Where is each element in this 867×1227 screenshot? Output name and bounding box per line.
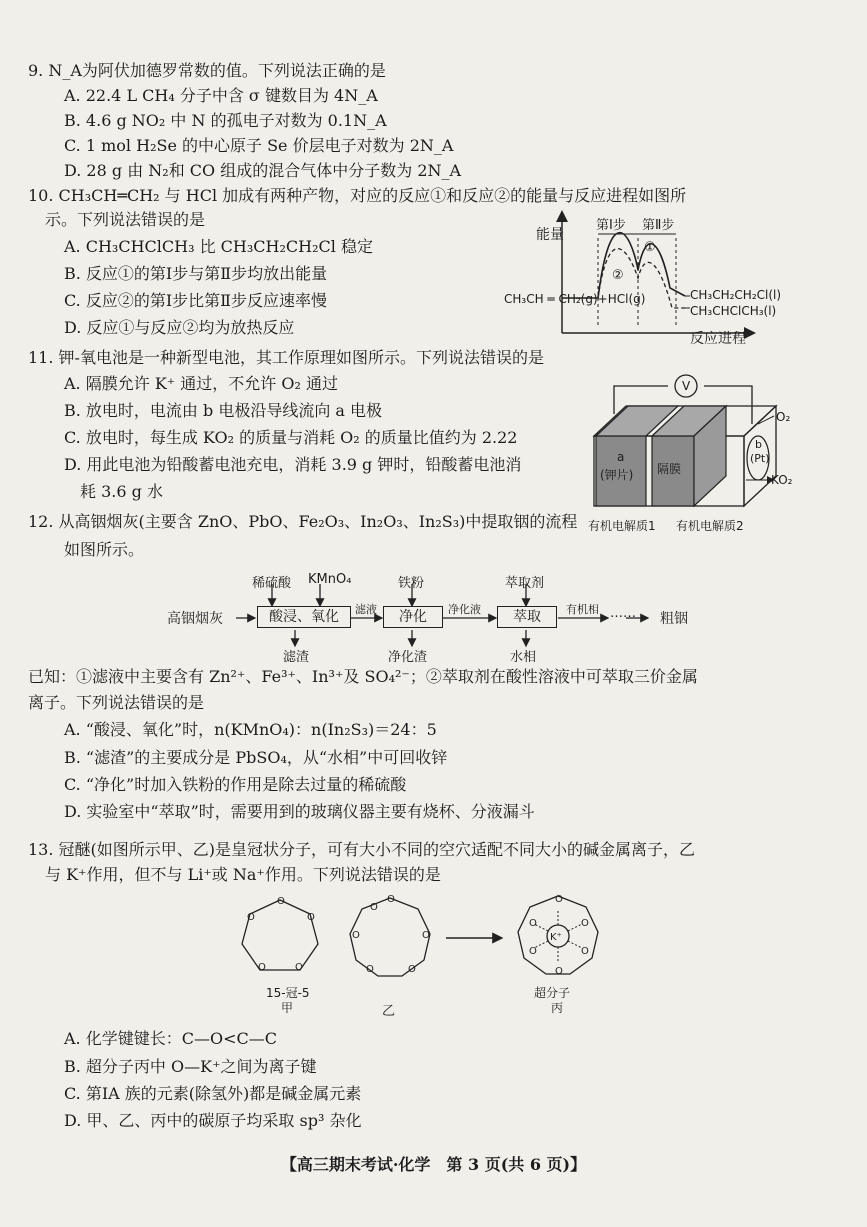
bing-name-label: 超分子 <box>534 986 571 1000</box>
page-footer: 【高三期末考试·化学 第 3 页(共 6 页)】 <box>280 1155 587 1174</box>
q11-option-a: A. 隔膜允许 K⁺ 通过，不允许 O₂ 通过 <box>64 374 339 393</box>
membrane-label: 隔膜 <box>657 462 682 476</box>
reactant-label: CH₃CH ═ CH₂(g)+HCl(g) <box>504 292 646 306</box>
potassium-ion-label: K⁺ <box>550 932 562 943</box>
reagent-iron-powder: 铁粉 <box>398 576 425 591</box>
o-atom: O <box>555 966 563 977</box>
step1-label: 第Ⅰ步 <box>596 218 626 233</box>
q9-option-b: B. 4.6 g NO₂ 中 N 的孤电子对数为 0.1N_A <box>64 111 387 130</box>
arrow-purified-liquid: 净化液 <box>448 603 481 616</box>
o-atom: O <box>581 918 589 929</box>
product-2-label: CH₃CHClCH₃(l) <box>690 304 777 318</box>
o-atom: O <box>247 912 255 923</box>
curve-reaction-1 <box>562 233 685 298</box>
o-atom: O <box>366 964 374 975</box>
q12-option-c: C. “净化”时加入铁粉的作用是除去过量的稀硫酸 <box>64 775 407 794</box>
q12-option-d: D. 实验室中“萃取”时，需要用到的玻璃仪器主要有烧杯、分液漏斗 <box>64 802 535 821</box>
jia-label: 甲 <box>281 1001 294 1015</box>
arrow-filtrate: 滤液 <box>355 603 377 616</box>
q10-option-c: C. 反应②的第Ⅰ步比第Ⅱ步反应速率慢 <box>64 291 328 310</box>
output-aqueous-phase: 水相 <box>510 650 537 665</box>
q13-stem-line1: 13. 冠醚(如图所示甲、乙)是皇冠状分子，可有大小不同的空穴适配不同大小的碱金属离子，乙 <box>28 840 696 859</box>
o-atom: O <box>387 894 395 905</box>
o-atom: O <box>258 962 266 973</box>
output-filter-residue: 滤渣 <box>283 650 310 665</box>
o-atom: O <box>529 918 537 929</box>
output-purify-residue: 净化渣 <box>388 650 428 665</box>
electrode-b-label: b <box>755 438 762 451</box>
q10-option-a: A. CH₃CHClCH₃ 比 CH₃CH₂CH₂Cl 稳定 <box>64 237 373 256</box>
energy-axis-label: 能量 <box>536 227 564 243</box>
q11-option-d-line2: 耗 3.6 g 水 <box>80 482 163 501</box>
voltmeter-label: V <box>682 379 691 393</box>
q12-known-line2: 离子。下列说法错误的是 <box>28 693 205 712</box>
step-purify: 净化 <box>383 606 443 628</box>
reagent-extractant: 萃取剂 <box>505 576 545 591</box>
q13-option-d: D. 甲、乙、丙中的碳原子均采取 sp³ 杂化 <box>64 1111 362 1130</box>
yi-label: 乙 <box>382 1004 396 1019</box>
reagent-kmno4: KMnO₄ <box>308 572 352 587</box>
step2-label: 第Ⅱ步 <box>642 218 675 233</box>
q11-option-d-line1: D. 用此电池为铅酸蓄电池充电，消耗 3.9 g 钾时，铅酸蓄电池消 <box>64 455 522 474</box>
q12-option-b: B. “滤渣”的主要成分是 PbSO₄，从“水相”中可回收锌 <box>64 748 448 767</box>
q10-stem-line2: 示。下列说法错误的是 <box>45 210 206 229</box>
o-atom: O <box>277 896 285 907</box>
reaction-2-marker: ② <box>612 268 624 283</box>
electrolyte-2-label: 有机电解质2 <box>676 519 744 533</box>
arrow-organic-phase: 有机相 <box>566 603 599 616</box>
q10-option-b: B. 反应①的第Ⅰ步与第Ⅱ步均放出能量 <box>64 264 328 283</box>
q13-option-a: A. 化学键键长：C—O<C—C <box>64 1029 277 1048</box>
o-atom: O <box>352 930 360 941</box>
q9-option-c: C. 1 mol H₂Se 的中心原子 Se 价层电子对数为 2N_A <box>64 136 454 155</box>
reagent-sulfuric-acid: 稀硫酸 <box>252 576 292 591</box>
crown-ether-yi <box>350 898 430 976</box>
crown-ether-structures <box>240 888 620 988</box>
flow-start: 高铟烟灰 <box>167 611 223 627</box>
bing-label: 丙 <box>551 1001 564 1015</box>
q11-option-b: B. 放电时，电流由 b 电极沿导线流向 a 电极 <box>64 401 383 420</box>
o-atom: O <box>408 964 416 975</box>
q9-option-a: A. 22.4 L CH₄ 分子中含 σ 键数目为 4N_A <box>64 86 378 105</box>
electrolyte-1-label: 有机电解质1 <box>588 519 656 533</box>
q11-option-c: C. 放电时，每生成 KO₂ 的质量与消耗 O₂ 的质量比值约为 2.22 <box>64 428 518 447</box>
q12-option-a: A. “酸浸、氧化”时，n(KMnO₄)：n(In₂S₃)＝24：5 <box>64 720 437 739</box>
step-extract: 萃取 <box>497 606 557 628</box>
step-acid-leach-oxidize: 酸浸、氧化 <box>257 606 351 628</box>
q9-stem: 9. N_A为阿伏加德罗常数的值。下列说法正确的是 <box>28 61 386 80</box>
electrode-a-label: a <box>617 450 625 464</box>
q10-stem-line1: 10. CH₃CH═CH₂ 与 HCl 加成有两种产物，对应的反应①和反应②的能量与反应进程如图所 <box>28 186 687 205</box>
product-1-label: CH₃CH₂CH₂Cl(l) <box>690 288 782 302</box>
o-atom: O <box>295 962 303 973</box>
q12-known-line1: 已知：①滤液中主要含有 Zn²⁺、Fe³⁺、In³⁺及 SO₄²⁻；②萃取剂在酸性溶液中可萃取三价金属 <box>28 667 698 686</box>
crown-ether-jia <box>242 900 318 970</box>
o-atom: O <box>555 894 563 905</box>
o-atom: O <box>422 930 430 941</box>
o-atom: O <box>581 946 589 957</box>
q13-option-b: B. 超分子丙中 O—K⁺之间为离子键 <box>64 1057 317 1076</box>
ko2-label: KO₂ <box>771 473 793 487</box>
q12-stem-line1: 12. 从高铟烟灰(主要含 ZnO、PbO、Fe₂O₃、In₂O₃、In₂S₃)中提取铟的流程 <box>28 512 578 531</box>
q12-stem-line2: 如图所示。 <box>64 540 145 559</box>
flow-ellipsis: …… <box>610 606 636 621</box>
reaction-1-marker: ① <box>644 240 656 255</box>
jia-name-label: 15-冠-5 <box>266 986 310 1000</box>
reaction-progress-label: 反应进程 <box>690 331 746 347</box>
o-atom: O <box>370 902 378 913</box>
q13-stem-line2: 与 K⁺作用，但不与 Li⁺或 Na⁺作用。下列说法错误的是 <box>45 865 441 884</box>
o-atom: O <box>529 946 537 957</box>
o-atom: O <box>307 912 315 923</box>
flow-end: 粗铟 <box>660 611 688 627</box>
electrode-a-material: (钾片) <box>600 468 634 482</box>
electrode-b-material: (Pt) <box>750 452 770 465</box>
q13-option-c: C. 第ⅠA 族的元素(除氢外)都是碱金属元素 <box>64 1084 362 1103</box>
o2-label: O₂ <box>776 410 791 424</box>
q9-option-d: D. 28 g 由 N₂和 CO 组成的混合气体中分子数为 2N_A <box>64 161 462 180</box>
q10-option-d: D. 反应①与反应②均为放热反应 <box>64 318 295 337</box>
q11-stem: 11. 钾-氧电池是一种新型电池，其工作原理如图所示。下列说法错误的是 <box>28 348 544 367</box>
